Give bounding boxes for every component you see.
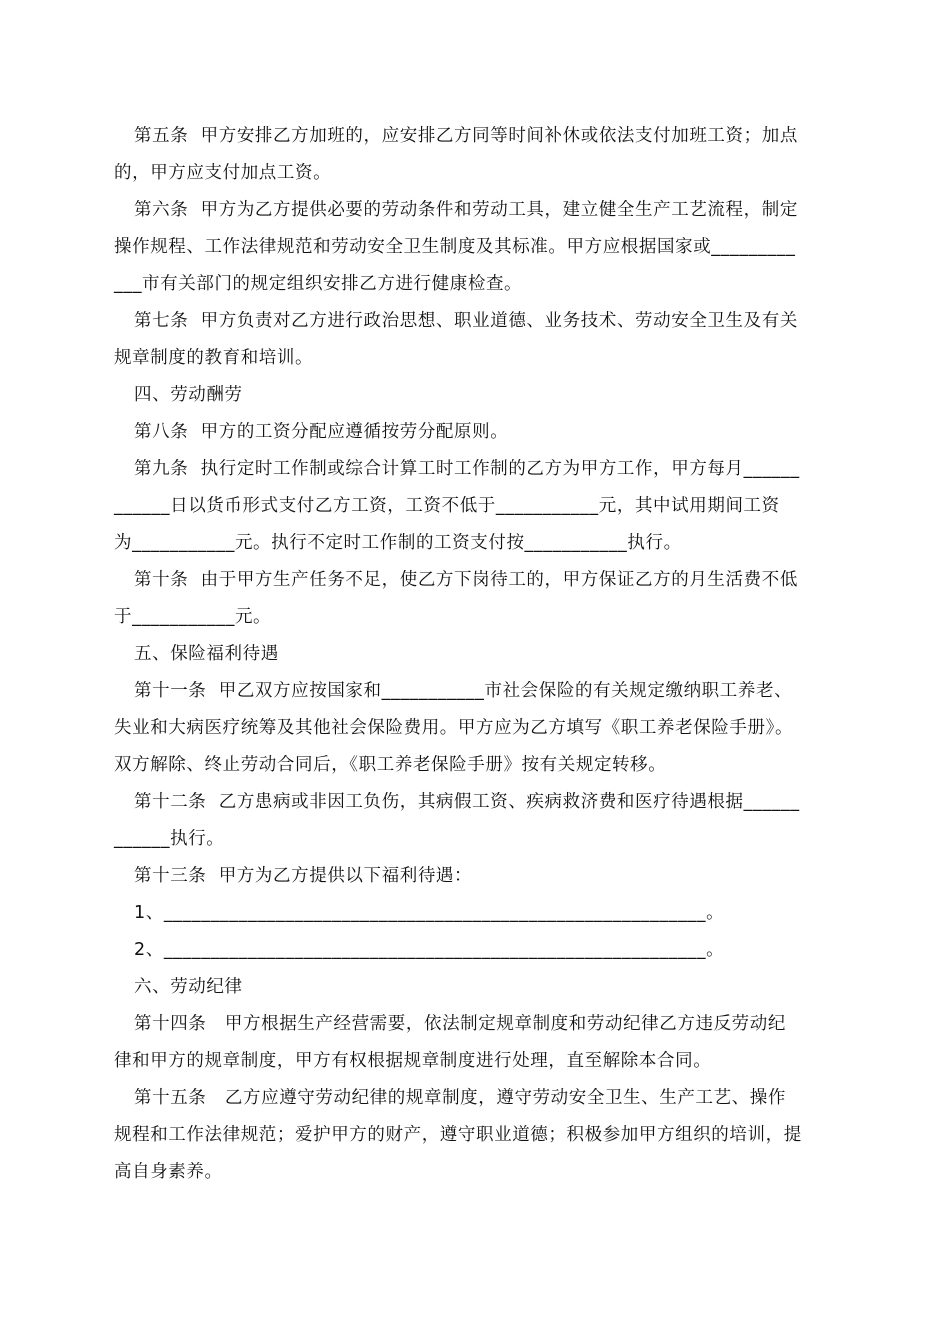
text-line: 规程和工作法律规范；爱护甲方的财产，遵守职业道德；积极参加甲方组织的培训，提	[114, 1125, 802, 1145]
text-line: 操作规程、工作法律规范和劳动安全卫生制度及其标准。甲方应根据国家或_________	[114, 237, 796, 257]
text-line: 双方解除、终止劳动合同后，《职工养老保险手册》按有关规定转移。	[114, 755, 667, 775]
text-line: 五、保险福利待遇	[134, 644, 279, 664]
text-line: 第十五条 乙方应遵守劳动纪律的规章制度，遵守劳动安全卫生、生产工艺、操作	[134, 1088, 786, 1108]
text-line: ______执行。	[114, 829, 225, 849]
text-line: 规章制度的教育和培训。	[114, 348, 314, 368]
text-line: 2、__________________________________________________________。	[134, 940, 725, 960]
text-line: 为___________元。执行不定时工作制的工资支付按___________执行。	[114, 533, 682, 553]
text-line: 1、__________________________________________________________。	[134, 903, 725, 923]
text-line: 律和甲方的规章制度，甲方有权根据规章制度进行处理，直至解除本合同。	[114, 1051, 712, 1071]
text-line: 高自身素养。	[114, 1162, 223, 1182]
text-line: 于___________元。	[114, 607, 272, 627]
text-line: 第六条 甲方为乙方提供必要的劳动条件和劳动工具，建立健全生产工艺流程，制定	[134, 200, 798, 220]
text-line: 第十二条 乙方患病或非因工负伤，其病假工资、疾病救济费和医疗待遇根据______	[134, 792, 800, 812]
text-line: 第十四条 甲方根据生产经营需要，依法制定规章制度和劳动纪律乙方违反劳动纪	[134, 1014, 786, 1034]
text-line: 第十三条 甲方为乙方提供以下福利待遇：	[134, 866, 473, 886]
text-line: ___市有关部门的规定组织安排乙方进行健康检查。	[114, 274, 523, 294]
text-line: 第九条 执行定时工作制或综合计算工时工作制的乙方为甲方工作，甲方每月______	[134, 459, 800, 479]
text-line: 四、劳动酬劳	[134, 385, 243, 405]
contract-body	[114, 118, 842, 1191]
text-line: 的，甲方应支付加点工资。	[114, 163, 332, 183]
text-line: 第七条 甲方负责对乙方进行政治思想、职业道德、业务技术、劳动安全卫生及有关	[134, 311, 798, 331]
text-line: ______日以货币形式支付乙方工资，工资不低于___________元，其中试用期间工资	[114, 496, 780, 516]
text-line: 第五条 甲方安排乙方加班的，应安排乙方同等时间补休或依法支付加班工资；加点	[134, 126, 798, 146]
text-line: 六、劳动纪律	[134, 977, 243, 997]
text-line: 第十条 由于甲方生产任务不足，使乙方下岗待工的，甲方保证乙方的月生活费不低	[134, 570, 798, 590]
text-line: 第八条 甲方的工资分配应遵循按劳分配原则。	[134, 422, 509, 442]
text-line: 第十一条 甲乙双方应按国家和___________市社会保险的有关规定缴纳职工养老、	[134, 681, 793, 701]
text-line: 失业和大病医疗统筹及其他社会保险费用。甲方应为乙方填写《职工养老保险手册》。	[114, 718, 794, 738]
